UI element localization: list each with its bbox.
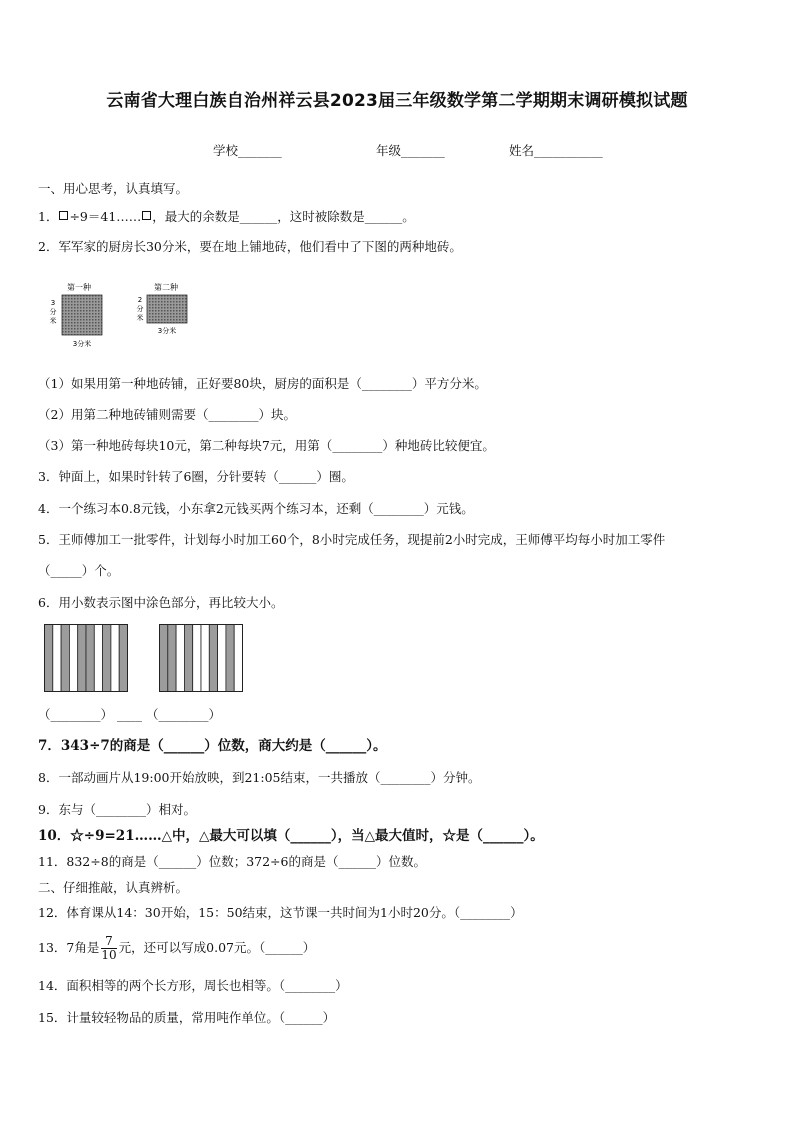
shaded-strip: [168, 625, 176, 692]
tile-1-square: [62, 295, 102, 335]
blank-strip: [176, 625, 184, 692]
shaded-strip: [226, 625, 234, 692]
tile-2-title: 第二种: [154, 283, 178, 292]
question-9: 9．东与（________）相对。: [38, 802, 196, 817]
question-2: 2．军军家的厨房长30分米，要在地上铺地砖，他们看中了下图的两种地砖。: [38, 239, 462, 254]
tile-1-bottom: 3分米: [72, 340, 92, 348]
question-7: 7．343÷7的商是（______）位数，商大约是（______）。: [38, 738, 387, 754]
shaded-strip: [61, 625, 69, 692]
question-8: 8．一部动画片从19:00开始放映，到21:05结束，一共播放（________）分钟。: [38, 770, 481, 785]
shaded-strip: [86, 625, 94, 692]
tile-2-bottom: 3分米: [157, 327, 177, 335]
square-box-icon: [142, 211, 151, 220]
question-14: 14．面积相等的两个长方形，周长也相等。（________）: [38, 978, 348, 993]
blank-strip: [53, 625, 61, 692]
figure-6b: [159, 624, 243, 692]
question-1: [38, 208, 774, 226]
question-1-mid: ÷9＝41……: [69, 209, 142, 224]
question-10: 10．☆÷9=21……△中，△最大可以填（______），当△最大值时，☆是（______）。: [38, 828, 544, 844]
question-2-2: （2）用第二种地砖铺则需要（________）块。: [38, 407, 296, 422]
page-title: 云南省大理白族自治州祥云县2023届三年级数学第二学期期末调研模拟试题: [106, 91, 688, 111]
grade-field: 年级_______: [376, 143, 445, 158]
fraction-numerator: 7: [101, 935, 116, 949]
shaded-strip: [103, 625, 111, 692]
question-1-end: ，最大的余数是______，这时被除数是______。: [152, 209, 415, 224]
tile-2-side-3: 米: [136, 314, 144, 322]
shaded-strip: [184, 625, 192, 692]
blank-strip: [94, 625, 102, 692]
question-2-3: （3）第一种地砖每块10元，第二种每块7元，用第（________）种地砖比较便宜。: [38, 438, 495, 453]
school-field: 学校_______: [213, 143, 282, 158]
section-1-heading: 一、用心思考，认真填写。: [38, 181, 189, 196]
shaded-strip: [119, 625, 127, 692]
tile-2: [137, 282, 188, 335]
tile-2-side-2: 分: [136, 305, 144, 313]
tile-1-side-2: 分: [49, 308, 57, 316]
question-13-end: 元，还可以写成0.07元。（______）: [118, 940, 316, 955]
tile-1: [50, 282, 103, 348]
section-2-heading: 二、仔细推敲，认真辨析。: [38, 880, 189, 895]
tile-1-side-3: 米: [49, 317, 57, 325]
question-13-start: 13．7角是: [38, 940, 100, 955]
question-12: 12．体育课从14：30开始，15：50结束，这节课一共时间为1小时20分。（________）: [38, 905, 523, 920]
shaded-strip: [78, 625, 86, 692]
question-6-answers: （________） ____ （________）: [38, 707, 221, 722]
blank-strip: [111, 625, 119, 692]
question-11: 11．832÷8的商是（______）位数；372÷6的商是（______）位数。: [38, 854, 426, 869]
tile-figures: [44, 280, 214, 352]
question-5-line-1: 5．王师傅加工一批零件，计划每小时加工60个，8小时完成任务，现提前2小时完成，王师傅平均每小时加工零件: [38, 532, 666, 547]
blank-strip: [69, 625, 77, 692]
question-6: 6．用小数表示图中涂色部分，再比较大小。: [38, 595, 284, 610]
question-5-line-2: （_____）个。: [38, 563, 120, 578]
fraction-denominator: 10: [101, 948, 117, 962]
blank-strip: [218, 625, 226, 692]
question-15: 15．计量较轻物品的质量，常用吨作单位。（______）: [38, 1010, 336, 1025]
tile-2-rect: [147, 295, 187, 323]
question-2-1: （1）如果用第一种地砖铺，正好要80块，厨房的面积是（________）平方分米。: [38, 376, 487, 391]
shaded-strip: [45, 625, 53, 692]
tile-1-side-1: 3: [50, 299, 56, 307]
question-13: [38, 934, 774, 962]
tile-2-side-1: 2: [137, 296, 143, 304]
shaded-strip: [160, 625, 168, 692]
name-field: 姓名___________: [509, 143, 603, 158]
blank-strip: [193, 625, 201, 692]
blank-strip: [201, 625, 209, 692]
question-4: 4．一个练习本0.8元钱，小东拿2元钱买两个练习本，还剩（________）元钱。: [38, 501, 474, 516]
square-box-icon: [59, 211, 68, 220]
shaded-strip: [209, 625, 217, 692]
question-1-number: 1．: [38, 209, 59, 224]
figure-6a: [44, 624, 128, 692]
fraction-seven-tenths: [101, 935, 116, 962]
blank-strip: [234, 625, 242, 692]
tile-1-title: 第一种: [67, 283, 91, 292]
question-3: 3．钟面上，如果时针转了6圈，分针要转（______）圈。: [38, 469, 354, 484]
